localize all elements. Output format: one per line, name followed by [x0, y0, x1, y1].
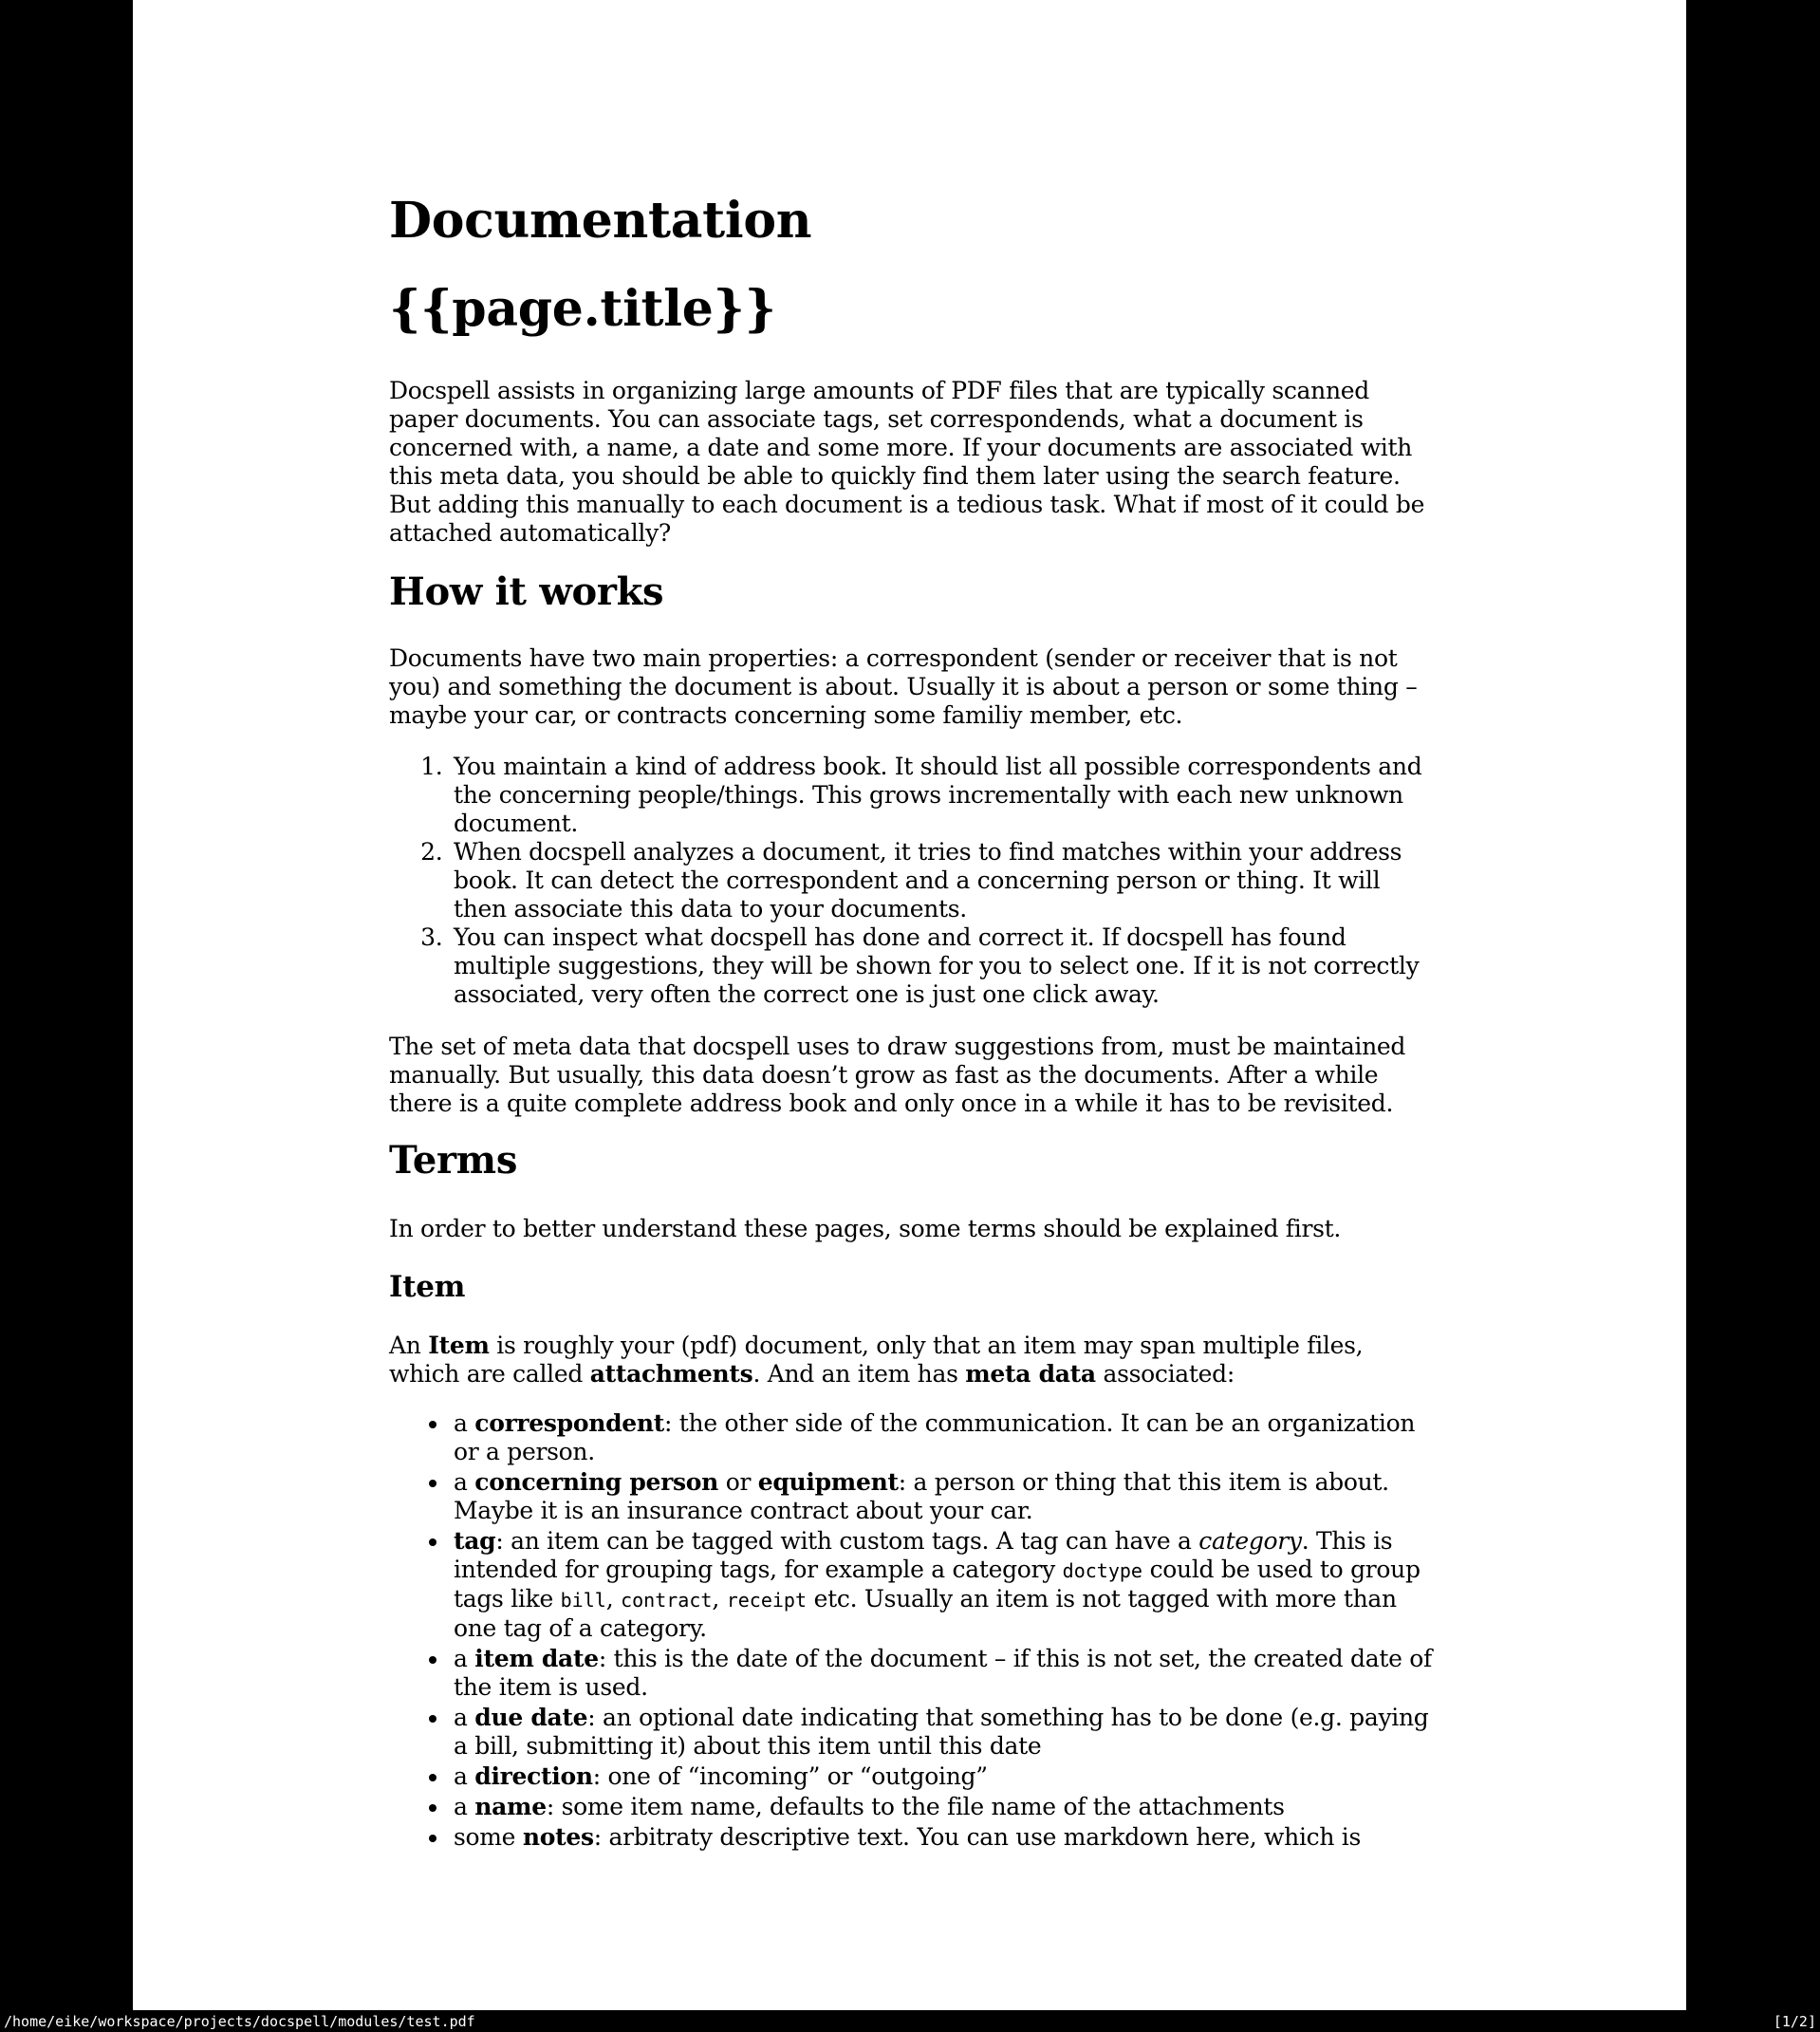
list-item: • a direction: one of “incoming” or “outgoing” [450, 1762, 1433, 1791]
heading-terms: Terms [389, 1138, 518, 1183]
heading-item: Item [389, 1270, 466, 1304]
statusbar-page-indicator: [1/2] [1773, 2012, 1816, 2030]
list-item: • some notes: arbitraty descriptive text. You can use markdown here, which is [450, 1823, 1433, 1852]
list-item: • a name: some item name, defaults to the file name of the attachments [450, 1793, 1433, 1821]
heading-how-it-works: How it works [389, 569, 664, 614]
how-it-works-steps-list [389, 753, 1433, 1009]
paragraph-how-it-works: Documents have two main properties: a correspondent (sender or receiver that is not you) and something the document is about. Usually it is about a person or some thing – maybe your car, or contracts concerning some familiy member, etc. [389, 644, 1418, 729]
list-item: • a concerning person or equipment: a person or thing that this item is about. Maybe it is an insurance contract about your car. [450, 1468, 1433, 1525]
pdf-page-content [133, 0, 1686, 2010]
paragraph-terms-intro: In order to better understand these pages, some terms should be explained first. [389, 1215, 1342, 1242]
document-title: Documentation [389, 192, 812, 250]
list-item: 3. You can inspect what docspell has done and correct it. If docspell has found multiple suggestions, they will be shown for you to select one. If it is not correctly associated, very often the correct one is just one click away. [450, 923, 1433, 1009]
list-item: 1. You maintain a kind of address book. It should list all possible correspondents and the concerning people/things. This grows incrementally with each new unknown document. [450, 753, 1433, 838]
item-metadata-list [389, 1409, 1433, 1852]
statusbar [0, 2010, 1820, 2032]
paragraph-item-definition: An Item is roughly your (pdf) document, only that an item may span multiple files, which are called attachments. And an item has meta data associated: [389, 1332, 1364, 1389]
list-item: • a item date: this is the date of the document – if this is not set, the created date of the item is used. [450, 1645, 1433, 1702]
page-title-heading: {{page.title}} [389, 280, 776, 338]
list-item: • tag: an item can be tagged with custom tags. A tag can have a category. This is intended for grouping tags, for example a category doctype could be used to group tags like bill, contract, receipt etc. Usually an item is not tagged with more than one tag of a category. [450, 1527, 1433, 1643]
list-item: • a correspondent: the other side of the communication. It can be an organization or a person. [450, 1409, 1433, 1466]
list-item: 2. When docspell analyzes a document, it tries to find matches within your address book. It can detect the correspondent and a concerning person or thing. It will then associate this data to your documents. [450, 838, 1433, 923]
paragraph-intro: Docspell assists in organizing large amounts of PDF files that are typically scanned paper documents. You can associate tags, set correspondends, what a document is concerned with, a name, a date and some more. If your documents are associated with this meta data, you should be able to quickly find them later using the search feature. But adding this manually to each document is a tedious task. What if most of it could be attached automatically? [389, 377, 1425, 547]
statusbar-file-path: /home/eike/workspace/projects/docspell/modules/test.pdf [4, 2012, 475, 2030]
paragraph-meta-data: The set of meta data that docspell uses to draw suggestions from, must be maintained manually. But usually, this data doesn’t grow as fast as the documents. After a while there is a quite complete address book and only once in a while it has to be revisited. [389, 1033, 1406, 1117]
pdf-page[interactable] [133, 0, 1686, 2010]
list-item: • a due date: an optional date indicating that something has to be done (e.g. paying a bill, submitting it) about this item until this date [450, 1704, 1433, 1761]
